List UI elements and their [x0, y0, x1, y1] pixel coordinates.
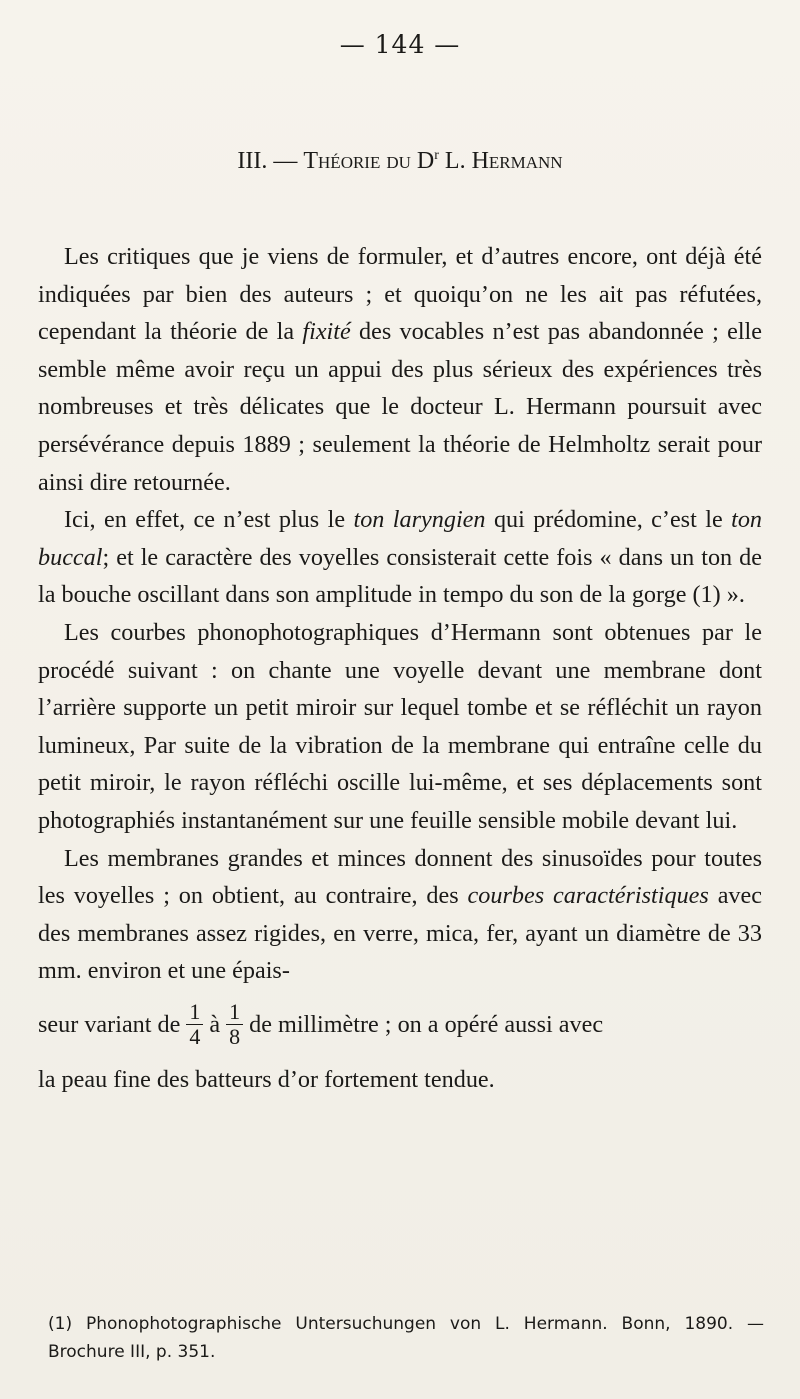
paragraph-2-a: Ici, en effet, ce n’est plus le: [64, 506, 346, 534]
fraction-one-quarter: [186, 1000, 203, 1049]
paragraph-4-b: avec des membranes assez rigides, en verre, mica, fer, ayant un diamètre de 33 mm. environ et une épais-: [38, 882, 762, 985]
paragraph-2-emphasis-2: ton buccal: [38, 506, 763, 571]
paragraph-4-emphasis: courbes caractéristiques: [467, 882, 709, 910]
fraction-line: [38, 1000, 762, 1049]
paragraph-1-text: Les critiques que je viens de formuler, et d’autres encore, ont déjà été indiquées par bien des auteurs ; et quoiqu’on ne les ait pas réfutées, cependant la théorie de la: [38, 243, 762, 346]
section-title-post: L. Hermann: [438, 148, 563, 174]
fraction-2-numerator: 1: [226, 1000, 243, 1025]
section-title-sup: r: [434, 148, 439, 163]
paragraph-1: [38, 238, 762, 501]
paragraph-1-emphasis: fixité: [302, 318, 351, 346]
fraction-2-denominator: 8: [229, 1023, 241, 1049]
final-line: la peau fine des batteurs d’or fortement tendue.: [38, 1065, 495, 1093]
paragraph-2: [38, 501, 762, 614]
fraction-1-denominator: 4: [189, 1023, 201, 1049]
paragraph-4: [38, 840, 762, 990]
paragraph-2-b: qui prédomine, c’est le: [493, 506, 723, 534]
body-text: [38, 238, 762, 1098]
paragraph-1-end: des vocables n’est pas abandonnée ; elle semble même avoir reçu un appui des plus sérieux des expériences très nombreuses et très délicates que le docteur L. Hermann poursuit avec persévérance depuis 1889 ; seulement la théorie de Helmholtz serait pour ainsi dire retournée.: [38, 318, 763, 496]
paragraph-4-a: Les membranes grandes et minces donnent des sinusoïdes pour toutes les voyelles ; on obtient, au contraire, des: [38, 844, 762, 910]
page-number: — 144 —: [339, 30, 461, 59]
fraction-line-mid: à: [209, 1010, 221, 1038]
section-title-pre: Théorie du D: [303, 148, 435, 174]
footnote: (1) Phonophotographische Untersuchungen von L. Hermann. Bonn, 1890. — Brochure III, p. 351.: [48, 1314, 764, 1362]
fraction-line-post: de millimètre ; on a opéré aussi avec: [249, 1010, 604, 1038]
section-numeral: III. —: [237, 148, 298, 174]
fraction-1-numerator: 1: [186, 1000, 203, 1025]
paragraph-2-emphasis-1: ton laryngien: [353, 506, 486, 534]
fraction-line-pre: seur variant de: [38, 1010, 181, 1038]
paragraph-2-c: ; et le caractère des voyelles consisterait cette fois « dans un ton de la bouche oscillant dans son amplitude in tempo du son de la gorge (1) ».: [38, 543, 762, 609]
paragraph-3: Les courbes phonophotographiques d’Hermann sont obtenues par le procédé suivant : on chante une voyelle devant une membrane dont l’arrière supporte un petit miroir sur lequel tombe et se réfléchit un rayon lumineux, Par suite de la vibration de la membrane qui entraîne celle du petit miroir, le rayon réfléchi oscille lui-même, et ses déplacements sont photographiés instantanément sur une feuille sensible mobile devant lui.: [38, 618, 762, 834]
section-heading: [0, 148, 800, 175]
fraction-one-eighth: [226, 1000, 243, 1049]
